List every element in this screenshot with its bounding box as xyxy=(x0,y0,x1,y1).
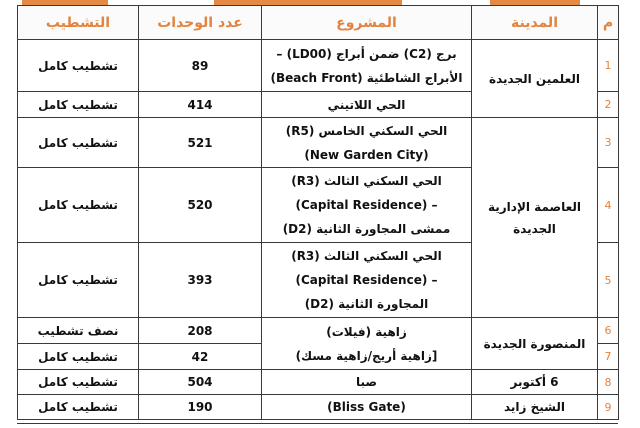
table-row xyxy=(18,395,619,420)
project-line: [زاهية أريج/زاهية مسك) xyxy=(295,348,438,363)
finish-cell: تشطيب كامل xyxy=(18,395,139,420)
finish-cell: تشطيب كامل xyxy=(18,168,139,243)
header-units: عدد الوحدات xyxy=(139,6,262,40)
city-name: 6 أكتوبر xyxy=(510,375,559,389)
units-cell: 208 xyxy=(139,318,262,344)
project-cell xyxy=(262,243,472,318)
header-project: المشروع xyxy=(262,6,472,40)
project-cell xyxy=(262,318,472,370)
table-cutoff-edge xyxy=(17,423,618,428)
table-row xyxy=(18,118,619,168)
project-line: صبا xyxy=(356,375,377,389)
row-number: 3 xyxy=(598,118,619,168)
units-cell: 89 xyxy=(139,40,262,92)
finish-cell: تشطيب كامل xyxy=(18,243,139,318)
finish-cell: تشطيب كامل xyxy=(18,370,139,395)
city-cell xyxy=(472,40,598,118)
row-number: 2 xyxy=(598,92,619,118)
finish-cell: تشطيب كامل xyxy=(18,344,139,370)
project-line: المجاورة الثانية (D2) xyxy=(304,297,429,311)
city-name: الشيخ زايد xyxy=(503,400,565,414)
units-cell: 520 xyxy=(139,168,262,243)
header-row xyxy=(18,6,619,40)
header-city: المدينة xyxy=(472,6,598,40)
finish-cell: تشطيب كامل xyxy=(18,92,139,118)
header-finish: التشطيب xyxy=(18,6,139,40)
row-number: 4 xyxy=(598,168,619,243)
city-name-line: العاصمة الإدارية xyxy=(487,199,581,214)
table-row xyxy=(18,318,619,344)
project-line: ممشى المجاورة الثانية (D2) xyxy=(282,222,451,236)
table-row xyxy=(18,40,619,92)
project-cell xyxy=(262,168,472,243)
project-line: برج (C2) ضمن أبراج (LD00) – xyxy=(276,46,457,61)
project-line: الحي السكني الثالث (R3) xyxy=(291,249,442,263)
project-line: زاهية (فيلات) xyxy=(326,324,407,339)
table-row xyxy=(18,370,619,395)
project-line: الحي اللاتيني xyxy=(327,97,406,112)
units-cell: 393 xyxy=(139,243,262,318)
city-name-line: الجديدة xyxy=(513,221,556,236)
finish-cell: تشطيب كامل xyxy=(18,40,139,92)
project-cell xyxy=(262,395,472,420)
project-line: – (Capital Residence) xyxy=(295,273,438,287)
project-cell xyxy=(262,370,472,395)
row-number: 1 xyxy=(598,40,619,92)
project-line: الحي السكني الثالث (R3) xyxy=(291,174,442,188)
finish-cell: تشطيب كامل xyxy=(18,118,139,168)
city-name: المنصورة الجديدة xyxy=(483,336,586,351)
project-cell xyxy=(262,40,472,92)
row-number: 6 xyxy=(598,318,619,344)
header-num: م xyxy=(598,6,619,40)
row-number: 8 xyxy=(598,370,619,395)
units-cell: 521 xyxy=(139,118,262,168)
city-cell xyxy=(472,395,598,420)
city-cell xyxy=(472,318,598,370)
project-line: – (Capital Residence) xyxy=(295,198,438,212)
city-cell xyxy=(472,370,598,395)
row-number: 5 xyxy=(598,243,619,318)
units-cell: 414 xyxy=(139,92,262,118)
row-number: 9 xyxy=(598,395,619,420)
projects-table xyxy=(17,5,619,420)
project-line: الأبراج الشاطئية (Beach Front) xyxy=(270,70,463,85)
units-cell: 42 xyxy=(139,344,262,370)
project-line: (New Garden City) xyxy=(304,147,429,162)
project-line: (Bliss Gate) xyxy=(327,400,406,414)
units-cell: 504 xyxy=(139,370,262,395)
units-cell: 190 xyxy=(139,395,262,420)
row-number: 7 xyxy=(598,344,619,370)
city-cell xyxy=(472,118,598,318)
city-name: العلمين الجديدة xyxy=(489,71,580,86)
project-line: الحي السكني الخامس (R5) xyxy=(285,123,448,138)
project-cell xyxy=(262,118,472,168)
project-cell xyxy=(262,92,472,118)
finish-cell: نصف تشطيب xyxy=(18,318,139,344)
